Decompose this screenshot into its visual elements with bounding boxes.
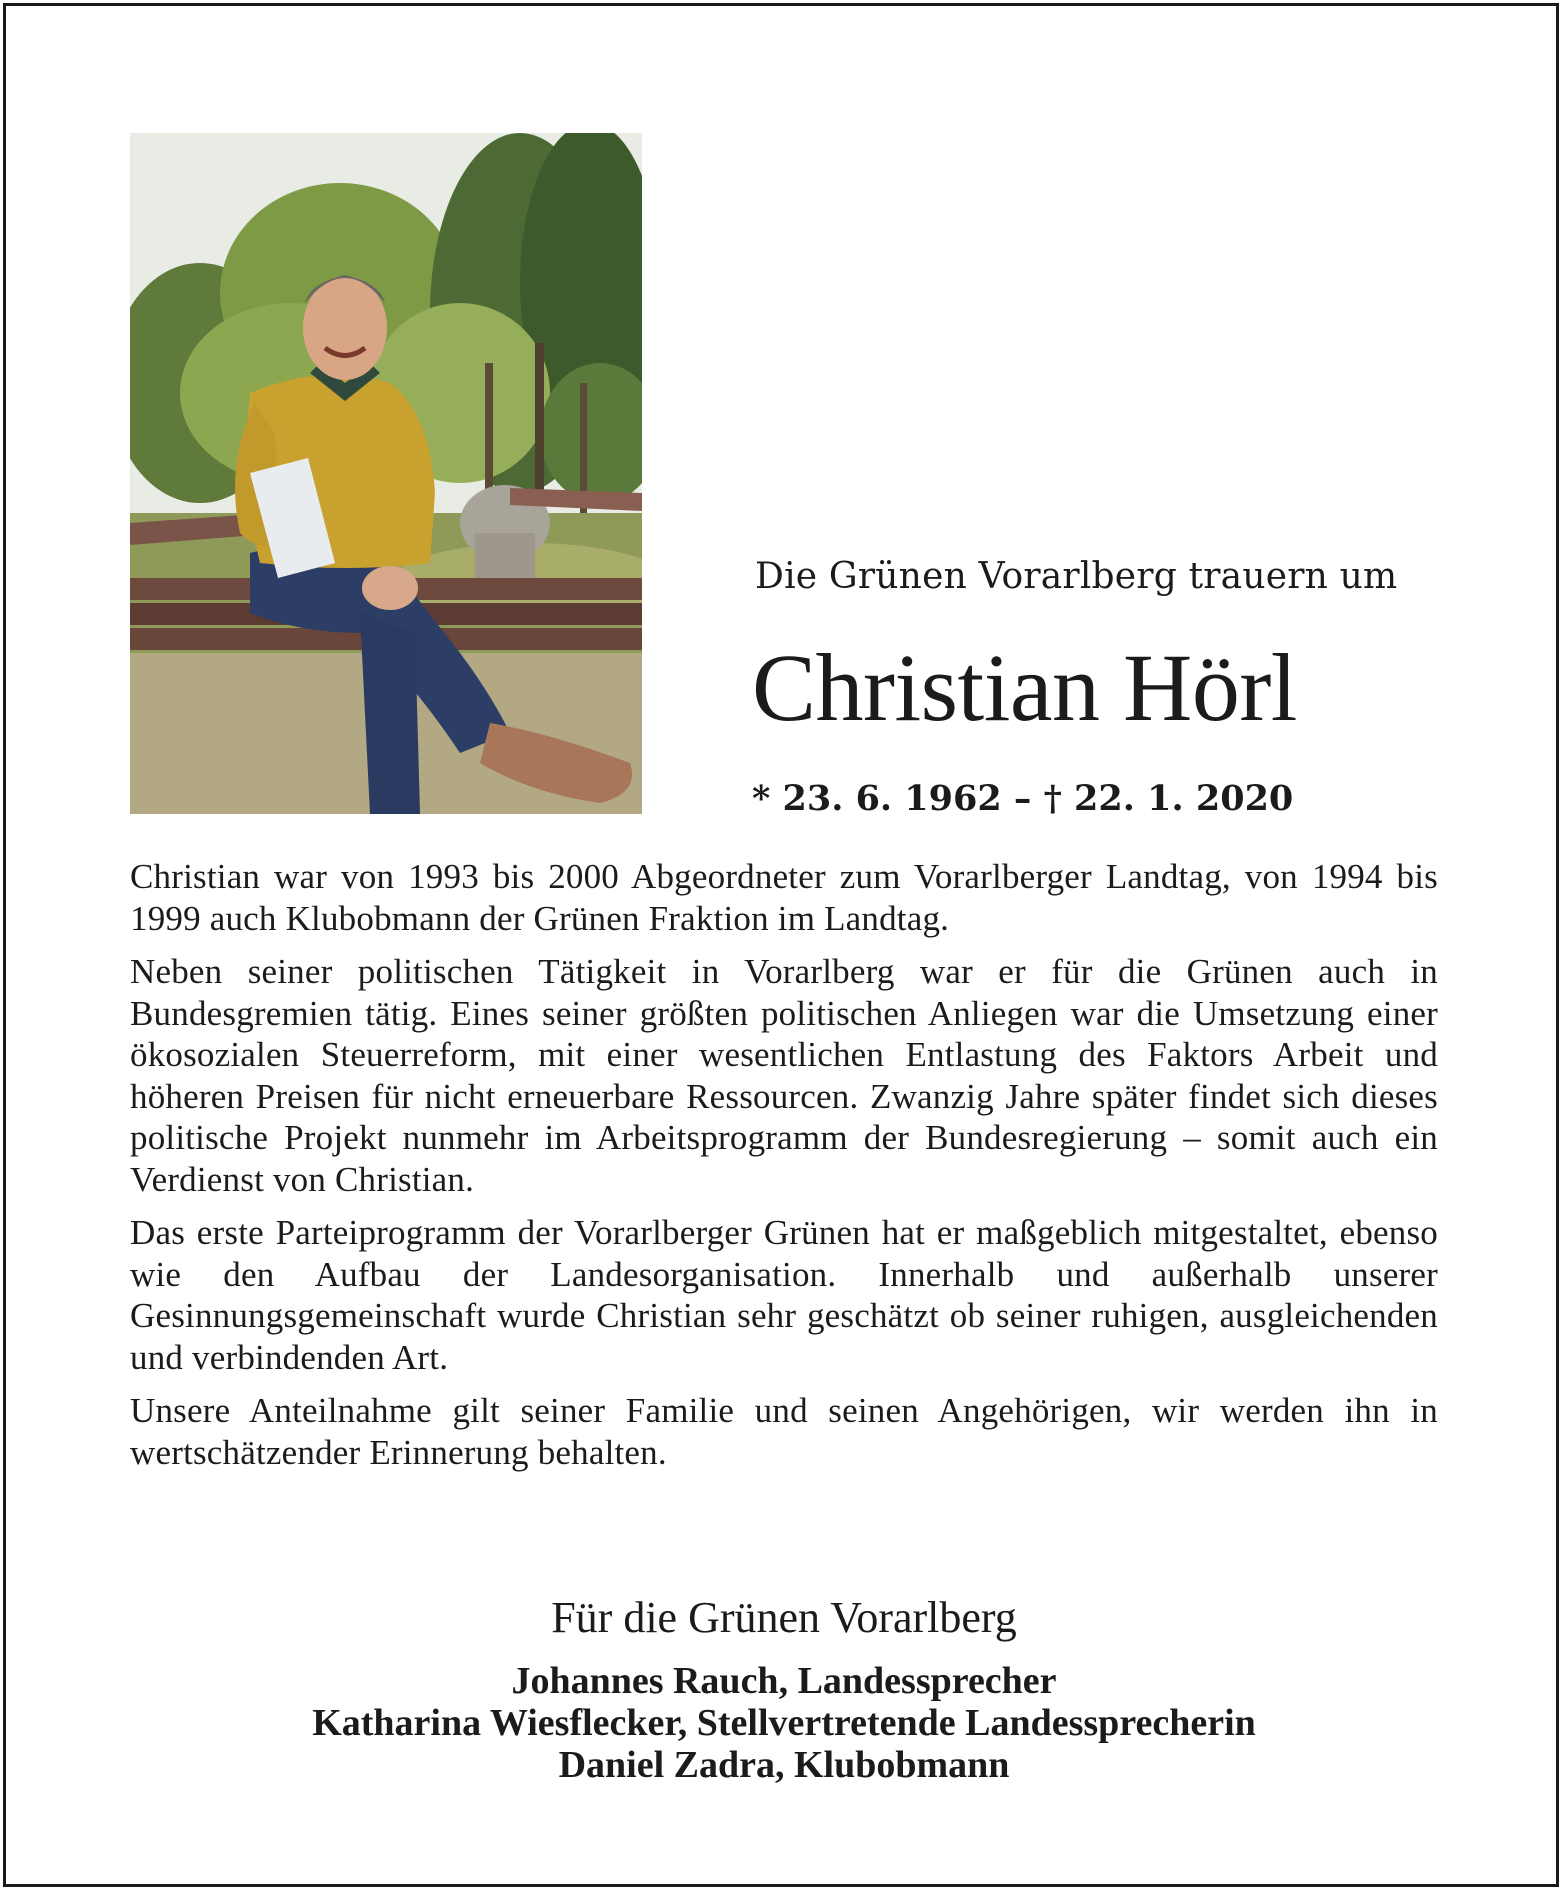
- life-dates: * 23. 6. 1962 – † 22. 1. 2020: [752, 778, 1294, 819]
- signature-intro: Für die Grünen Vorarlberg: [551, 1593, 1017, 1642]
- paragraph: Das erste Parteiprogramm der Vorarlberger Grünen hat er maßgeblich mitgestaltet, ebenso wie den Aufbau der Landesorganisation. Innerhalb und außerhalb unserer Gesinnungsgemeinschaft wurde Christian sehr geschätzt ob seiner ruhigen, ausgleichenden und verbindenden Art.: [130, 1213, 1438, 1377]
- deceased-name: Christian Hörl: [752, 634, 1297, 741]
- paragraph: Neben seiner politischen Tätigkeit in Vorarlberg war er für die Grünen auch in Bundesgremien tätig. Eines seiner größten politischen Anliegen war die Umsetzung einer ökosozialen Steuerreform, mit einer wesentlichen Entlastung des Faktors Arbeit und höheren Preisen für nicht erneuerbare Ressourcen. Zwanzig Jahre später findet sich dieses politische Projekt nunmehr im Arbeitsprogramm der Bundesregierung – somit auch ein Verdienst von Christian.: [130, 952, 1438, 1199]
- paragraph: Christian war von 1993 bis 2000 Abgeordneter zum Vorarlberger Landtag, von 1994 bis 1999 auch Klubobmann der Grünen Fraktion im Landtag.: [130, 857, 1438, 938]
- paragraph: Unsere Anteilnahme gilt seiner Familie und seinen Angehörigen, wir werden ihn in wertschätzender Erinnerung behalten.: [130, 1391, 1438, 1472]
- signer: Johannes Rauch, Landessprecher: [511, 1660, 1057, 1702]
- signer: Katharina Wiesflecker, Stellvertretende Landessprecherin: [312, 1702, 1256, 1744]
- portrait-photo: [130, 133, 642, 814]
- obituary-body: [130, 856, 1438, 1485]
- intro-text: Die Grünen Vorarlberg trauern um: [755, 556, 1398, 597]
- signer: Daniel Zadra, Klubobmann: [558, 1744, 1010, 1786]
- signers-list: [0, 1660, 1568, 1786]
